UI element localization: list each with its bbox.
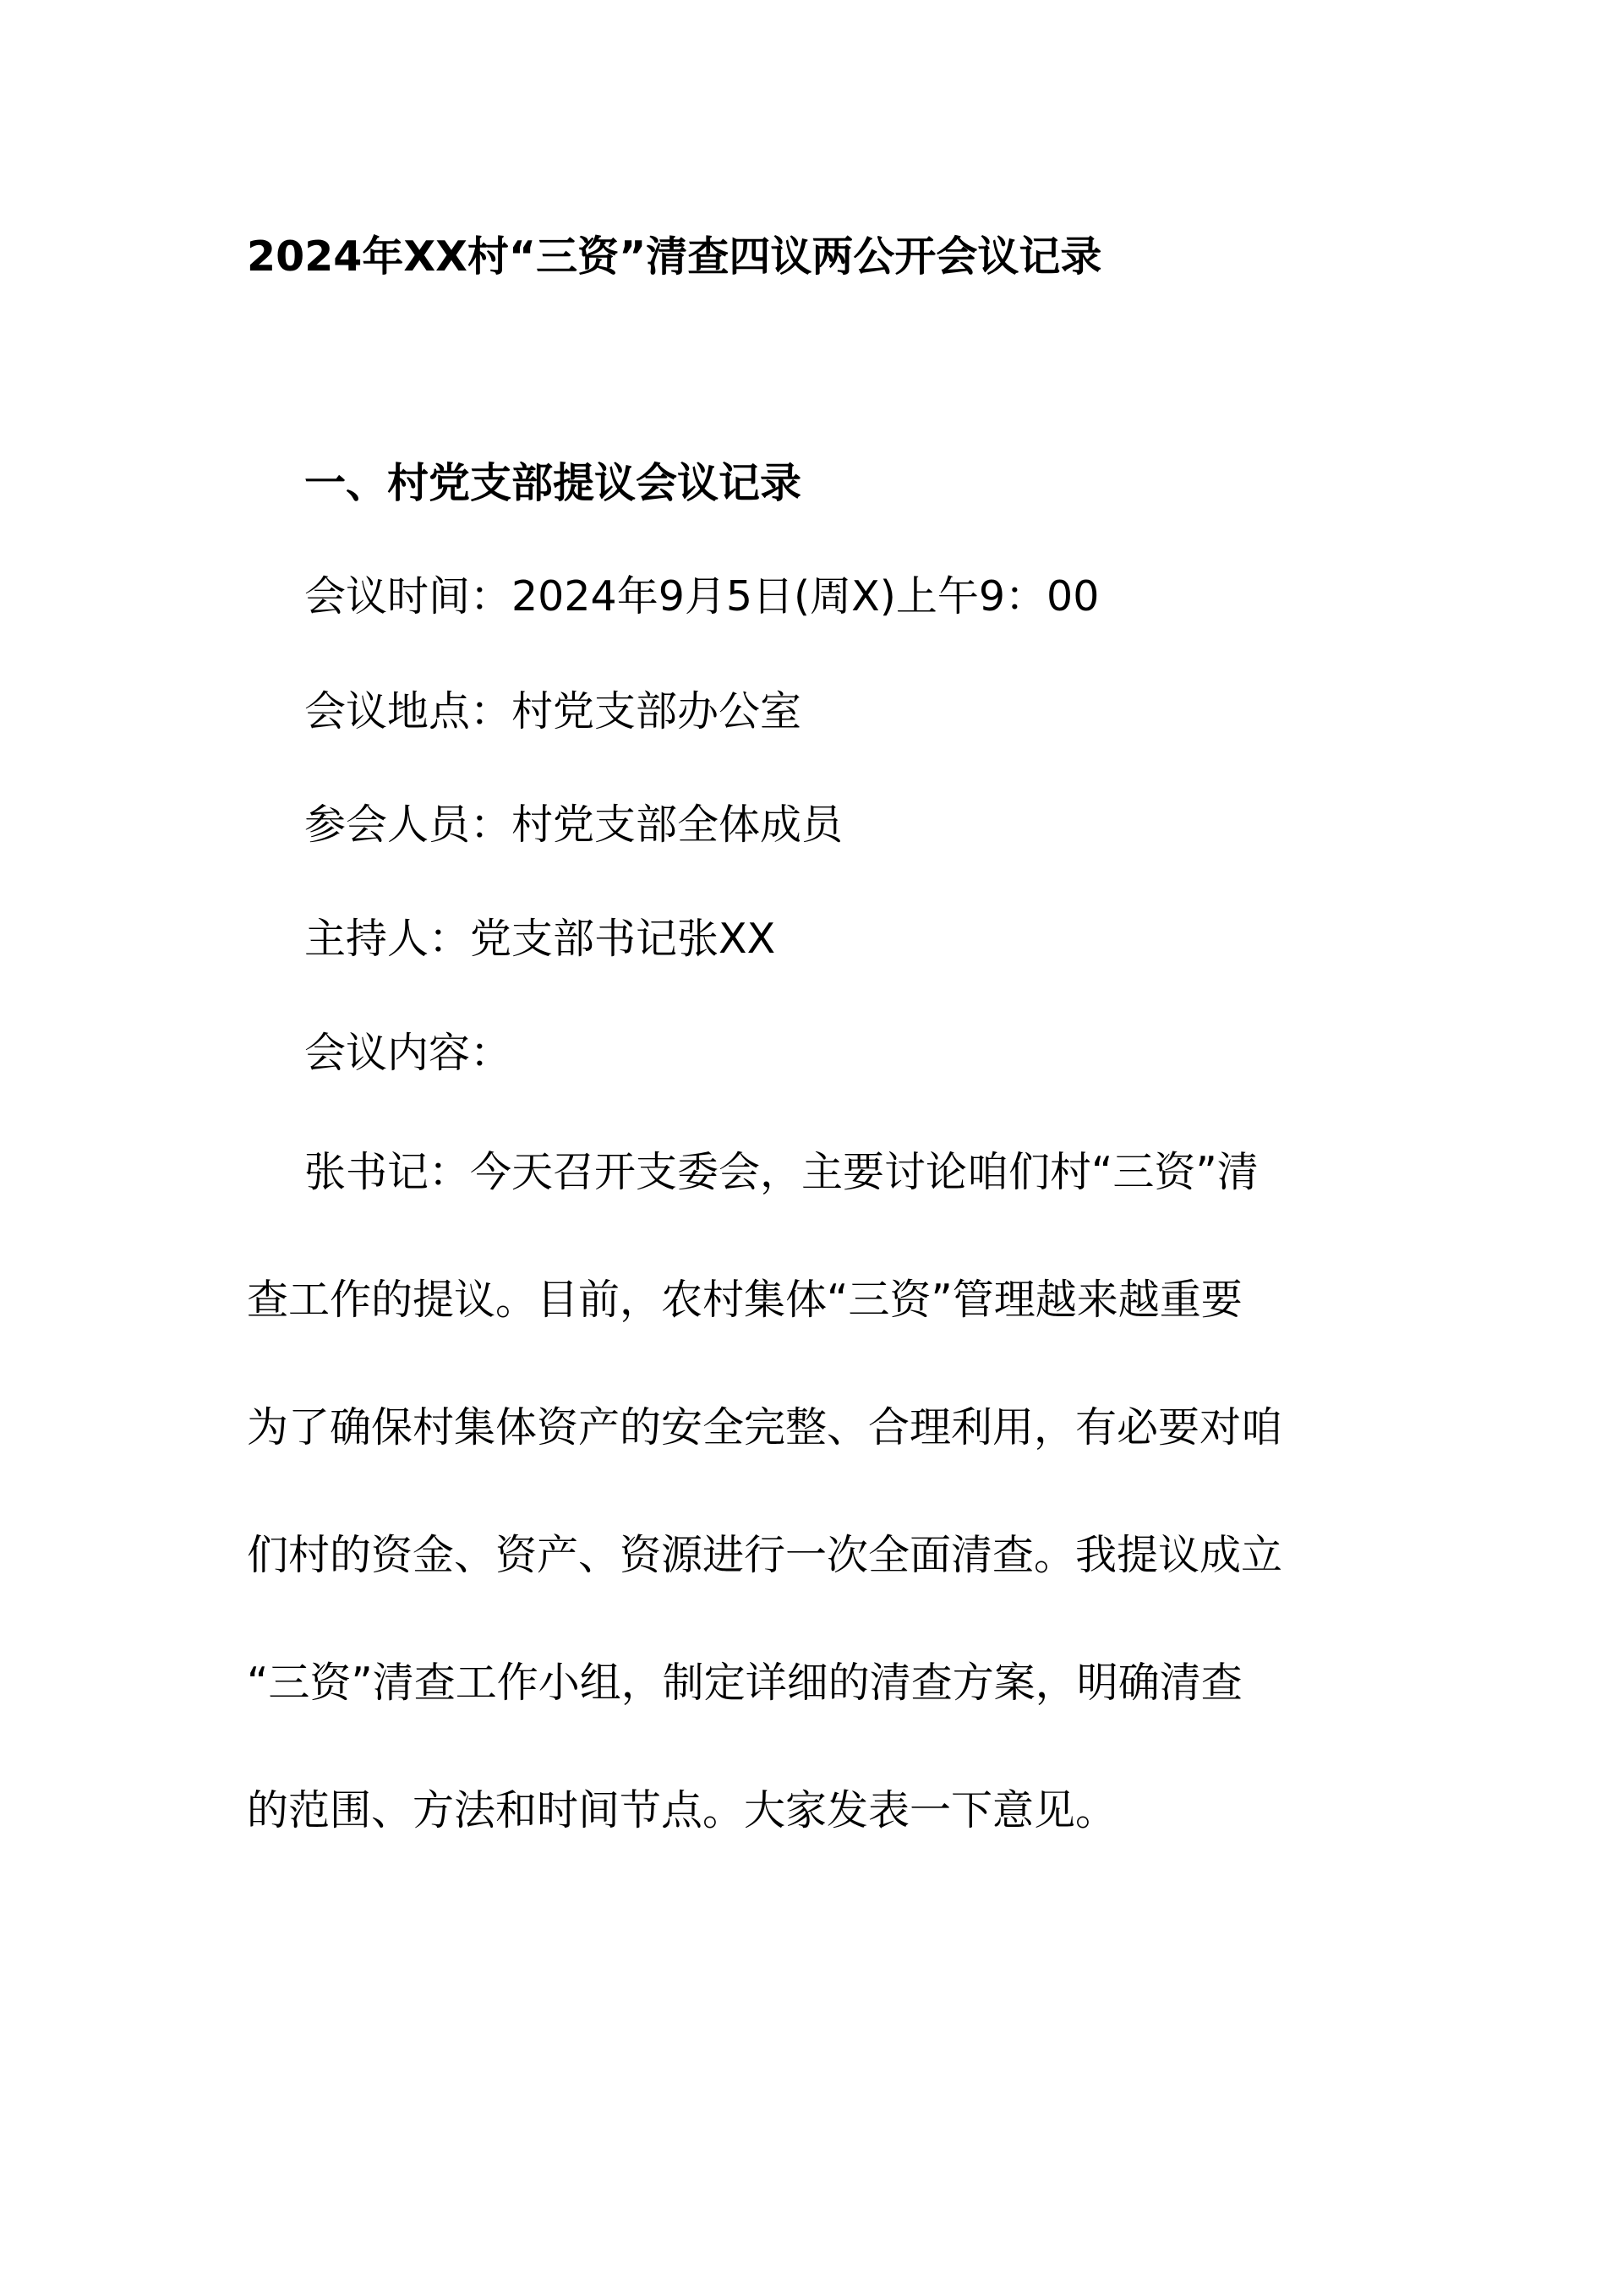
paragraph-line: 张书记：今天召开支委会，主要讨论咱们村“三资”清 xyxy=(304,1148,1259,1196)
paragraph-line: 查工作的提议。目前，农村集体“三资”管理越来越重要 xyxy=(247,1276,1243,1324)
meeting-place: 会议地点：村党支部办公室 xyxy=(304,687,802,735)
paragraph-line: “三资”清查工作小组，制定详细的清查方案，明确清查 xyxy=(247,1659,1243,1707)
section-heading: 一、村党支部提议会议记录 xyxy=(304,459,802,507)
document-title: 2024年XX村“三资”清查四议两公开会议记录 xyxy=(247,232,1102,281)
paragraph-line: 们村的资金、资产、资源进行一次全面清查。我提议成立 xyxy=(247,1531,1283,1579)
content-label: 会议内容： xyxy=(304,1029,512,1077)
meeting-time: 会议时间：2024年9月5日(周X)上午9：00 xyxy=(304,572,1100,620)
paragraph-line: 为了确保村集体资产的安全完整、合理利用，有必要对咱 xyxy=(247,1403,1283,1451)
meeting-content-paragraph xyxy=(247,1144,1385,1910)
attendees: 参会人员：村党支部全体成员 xyxy=(304,801,844,849)
paragraph-line: 的范围、方法和时间节点。大家发表一下意见。 xyxy=(247,1786,1118,1834)
meeting-host: 主持人：党支部书记张XX xyxy=(304,915,776,963)
